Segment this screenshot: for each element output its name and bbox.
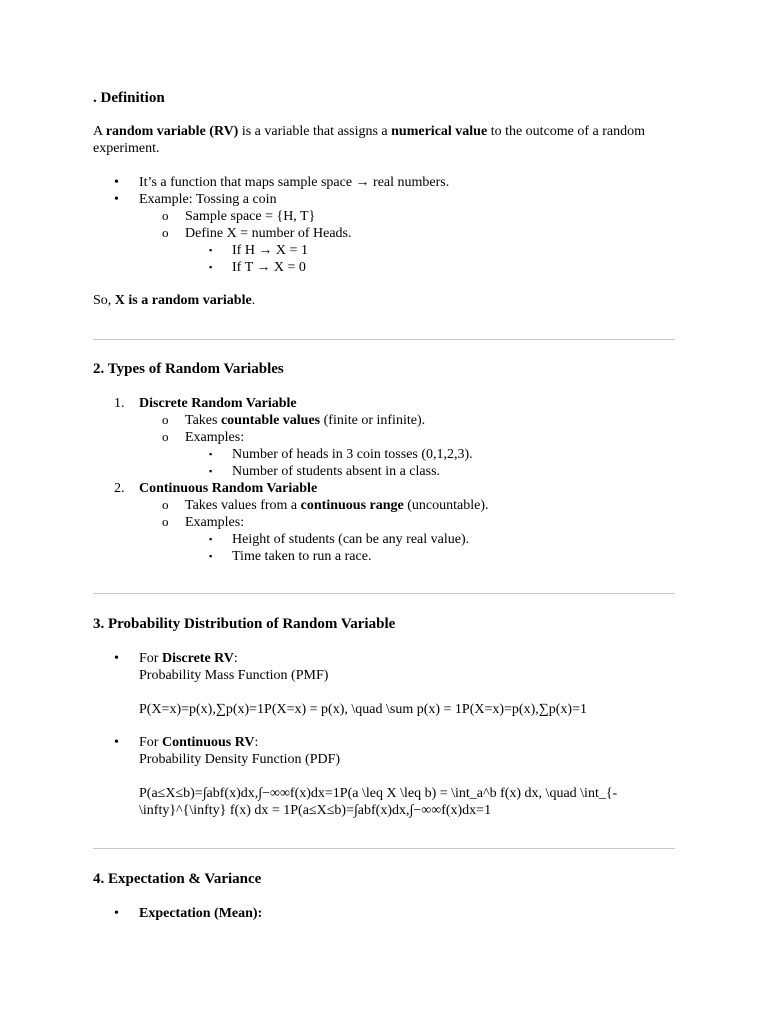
list-item: • It’s a function that maps sample space → real numbers. xyxy=(114,175,450,190)
pdf-block xyxy=(93,734,675,819)
list-item: 2. Continuous Random Variable xyxy=(114,481,318,496)
list-item: o Takes values from a continuous range (uncountable). xyxy=(162,497,489,513)
definition-conclusion: So, X is a random variable. xyxy=(93,293,256,308)
section-heading: 3. Probability Distribution of Random Variable xyxy=(93,616,396,632)
list-item: o Examples: xyxy=(162,429,245,445)
types-list xyxy=(93,395,675,565)
section-heading: 2. Types of Random Variables xyxy=(93,361,284,377)
pmf-block xyxy=(93,650,675,718)
divider xyxy=(93,593,675,594)
definition-paragraph: A random variable (RV) is a variable that assigns a numerical value to the outcome of a random experiment. xyxy=(93,124,646,156)
list-item: ▪ If T → X = 0 xyxy=(209,260,306,275)
list-item: ▪ Number of students absent in a class. xyxy=(209,464,441,479)
divider xyxy=(93,848,675,849)
list-item: o Sample space = {H, T} xyxy=(162,208,316,224)
list-item: • For Continuous RV: Probability Density Function (PDF) xyxy=(114,735,341,767)
section-heading: . Definition xyxy=(93,90,165,106)
list-item: 1. Discrete Random Variable xyxy=(114,396,297,411)
divider xyxy=(93,339,675,340)
list-item: ▪ Number of heads in 3 coin tosses (0,1,2,3). xyxy=(209,447,473,462)
section-definition xyxy=(93,89,675,107)
list-item: • For Discrete RV: Probability Mass Function (PMF) xyxy=(114,651,329,683)
list-item: ▪ Time taken to run a race. xyxy=(209,549,372,564)
list-item: o Examples: xyxy=(162,514,245,530)
section-probability-distribution xyxy=(93,615,675,633)
list-item: • Expectation (Mean): xyxy=(114,906,263,921)
definition-list xyxy=(93,174,675,276)
list-item: o Takes countable values (finite or infinite). xyxy=(162,412,426,428)
section-heading: 4. Expectation & Variance xyxy=(93,871,262,887)
list-item: o Define X = number of Heads. xyxy=(162,225,352,241)
pmf-formula: P(X=x)=p(x),∑p(x)=1P(X=x) = p(x), \quad \sum p(x) = 1P(X=x)=p(x),∑p(x)=1 xyxy=(139,702,587,717)
pdf-formula: P(a≤X≤b)=∫abf(x)dx,∫−∞∞f(x)dx=1P(a \leq X \leq b) = \int_a^b f(x) dx, \quad \int_{- \infty}^{\infty} f(x) dx = 1P(a≤X≤b)=∫abf(x)dx,∫−∞∞f(x)dx=1 xyxy=(139,786,618,818)
section-types xyxy=(93,360,675,378)
list-item: • Example: Tossing a coin xyxy=(114,192,277,207)
section-expectation xyxy=(93,870,675,888)
expectation-list xyxy=(93,905,675,922)
list-item: ▪ If H → X = 1 xyxy=(209,243,308,258)
list-item: ▪ Height of students (can be any real value). xyxy=(209,532,470,547)
